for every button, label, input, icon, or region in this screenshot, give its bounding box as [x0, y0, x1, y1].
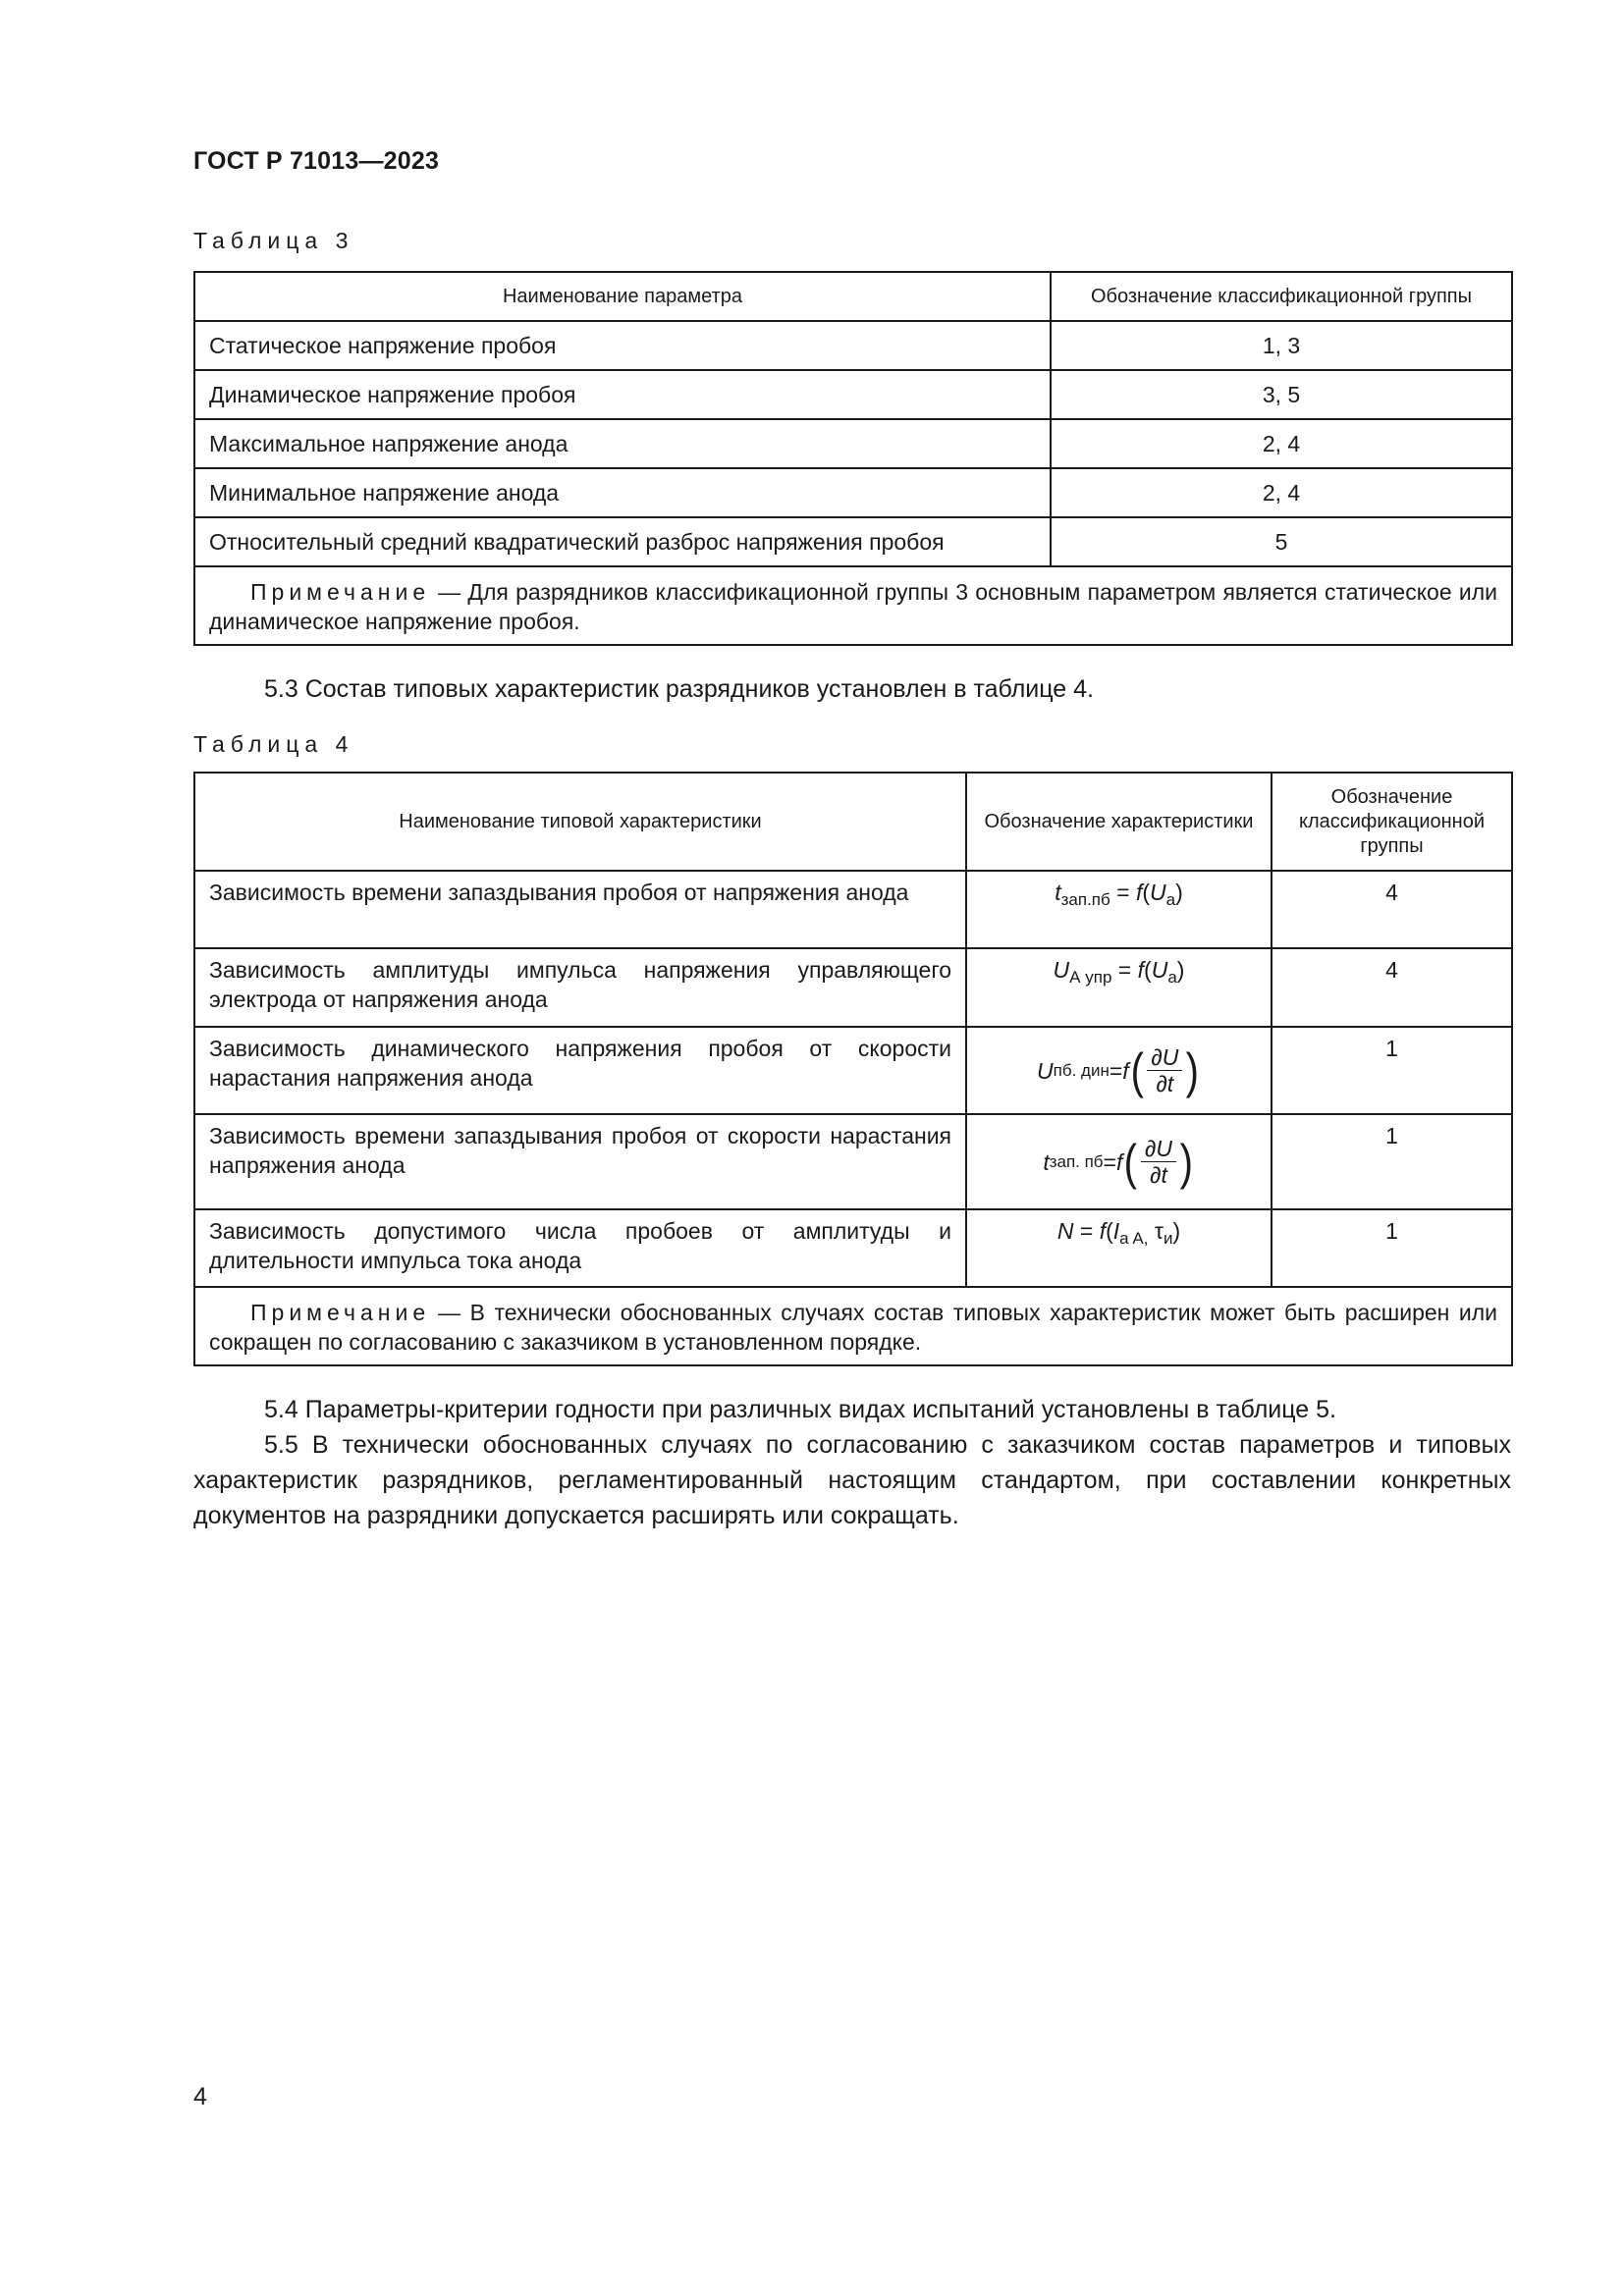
table4-char-formula [966, 871, 1272, 948]
table4-caption: Таблица 4 [193, 731, 354, 757]
page-number: 4 [193, 2083, 207, 2110]
document-header: ГОСТ Р 71013—2023 [193, 147, 440, 175]
table3-param-group: 2, 4 [1051, 419, 1512, 468]
note-text: — В технически обоснованных случаях состав типовых характеристик может быть расширен или сокращен по согласованию с заказчиком в установленном порядке. [209, 1300, 1497, 1355]
paragraph-5-4: 5.4 Параметры-критерии годности при различных видах испытаний установлены в таблице 5. [264, 1396, 1337, 1423]
table-row [194, 468, 1512, 517]
table4-header-symbol: Обозначение характеристики [966, 773, 1272, 871]
table4-char-group: 1 [1272, 1114, 1512, 1209]
table4-char-name: Зависимость времени запаздывания пробоя от напряжения анода [194, 871, 966, 948]
table-row [194, 419, 1512, 468]
table4 [193, 772, 1513, 1366]
table3-param-name: Максимальное напряжение анода [194, 419, 1051, 468]
table4-char-formula [966, 1027, 1272, 1114]
table3-param-name: Динамическое напряжение пробоя [194, 370, 1051, 419]
table4-char-formula [966, 1209, 1272, 1287]
table-row [194, 1027, 1512, 1114]
table-row [194, 517, 1512, 566]
table4-char-formula [966, 948, 1272, 1027]
table-row [194, 1209, 1512, 1287]
table3-param-name: Минимальное напряжение анода [194, 468, 1051, 517]
table3-param-name: Статическое напряжение пробоя [194, 321, 1051, 370]
table3-param-name: Относительный средний квадратический разброс напряжения пробоя [194, 517, 1051, 566]
table3-param-group: 5 [1051, 517, 1512, 566]
table4-header-group: Обозначение классификационной группы [1272, 773, 1512, 871]
table3-note [194, 566, 1512, 645]
table3-param-group: 3, 5 [1051, 370, 1512, 419]
table3 [193, 271, 1513, 646]
table-row [194, 871, 1512, 948]
table4-char-group: 1 [1272, 1027, 1512, 1114]
paragraph-5-3: 5.3 Состав типовых характеристик разрядников установлен в таблице 4. [264, 675, 1094, 703]
table3-note-row [194, 566, 1512, 645]
table-row [194, 321, 1512, 370]
table4-note-row [194, 1287, 1512, 1365]
table4-char-group: 1 [1272, 1209, 1512, 1287]
table4-note [194, 1287, 1512, 1365]
table3-param-group: 1, 3 [1051, 321, 1512, 370]
table3-header-row [194, 272, 1512, 321]
table3-param-group: 2, 4 [1051, 468, 1512, 517]
formula: U пб. дин = f ( $\frac{\partial U}{\partial t}$ ) [1037, 1042, 1200, 1098]
table4-char-name: Зависимость динамического напряжения пробоя от скорости нарастания напряжения анода [194, 1027, 966, 1114]
formula: $t_{зап.пб} = f(U_a)$ [1055, 880, 1183, 909]
table3-header-name: Наименование параметра [194, 272, 1051, 321]
formula: $N = f(I_{a A,}$ $\tau_и$) [1056, 1218, 1181, 1248]
table-row [194, 370, 1512, 419]
table4-char-name: Зависимость допустимого числа пробоев от амплитуды и длительности импульса тока анода [194, 1209, 966, 1287]
note-label: Примечание [250, 1300, 431, 1325]
note-label: Примечание [250, 579, 431, 605]
paragraph-5-5: 5.5 В технически обоснованных случаях по согласованию с заказчиком состав параметров и типовых характеристик разрядников, регламентированный настоящим стандартом, при составлении конкретных документов на разрядники допускается расширять или сокращать. [193, 1431, 1511, 1529]
table4-char-name: Зависимость амплитуды импульса напряжения управляющего электрода от напряжения анода [194, 948, 966, 1027]
note-text: — Для разрядников классификационной группы 3 основным параметром является статическое или динамическое напряжение пробоя. [209, 579, 1497, 634]
formula: $U_{А упр} = f(U_a)$ [1053, 957, 1185, 987]
table4-char-group: 4 [1272, 871, 1512, 948]
formula: t зап. пб = f ( $\frac{\partial U}{\partial t}$ ) [1043, 1134, 1194, 1190]
table4-char-group: 4 [1272, 948, 1512, 1027]
table4-header-row [194, 773, 1512, 871]
table3-caption: Таблица 3 [193, 228, 354, 253]
table4-char-name: Зависимость времени запаздывания пробоя от скорости нарастания напряжения анода [194, 1114, 966, 1209]
table4-header-name: Наименование типовой характеристики [194, 773, 966, 871]
table3-header-group: Обозначение классификационной группы [1051, 272, 1512, 321]
table-row [194, 948, 1512, 1027]
table4-char-formula [966, 1114, 1272, 1209]
table-row [194, 1114, 1512, 1209]
